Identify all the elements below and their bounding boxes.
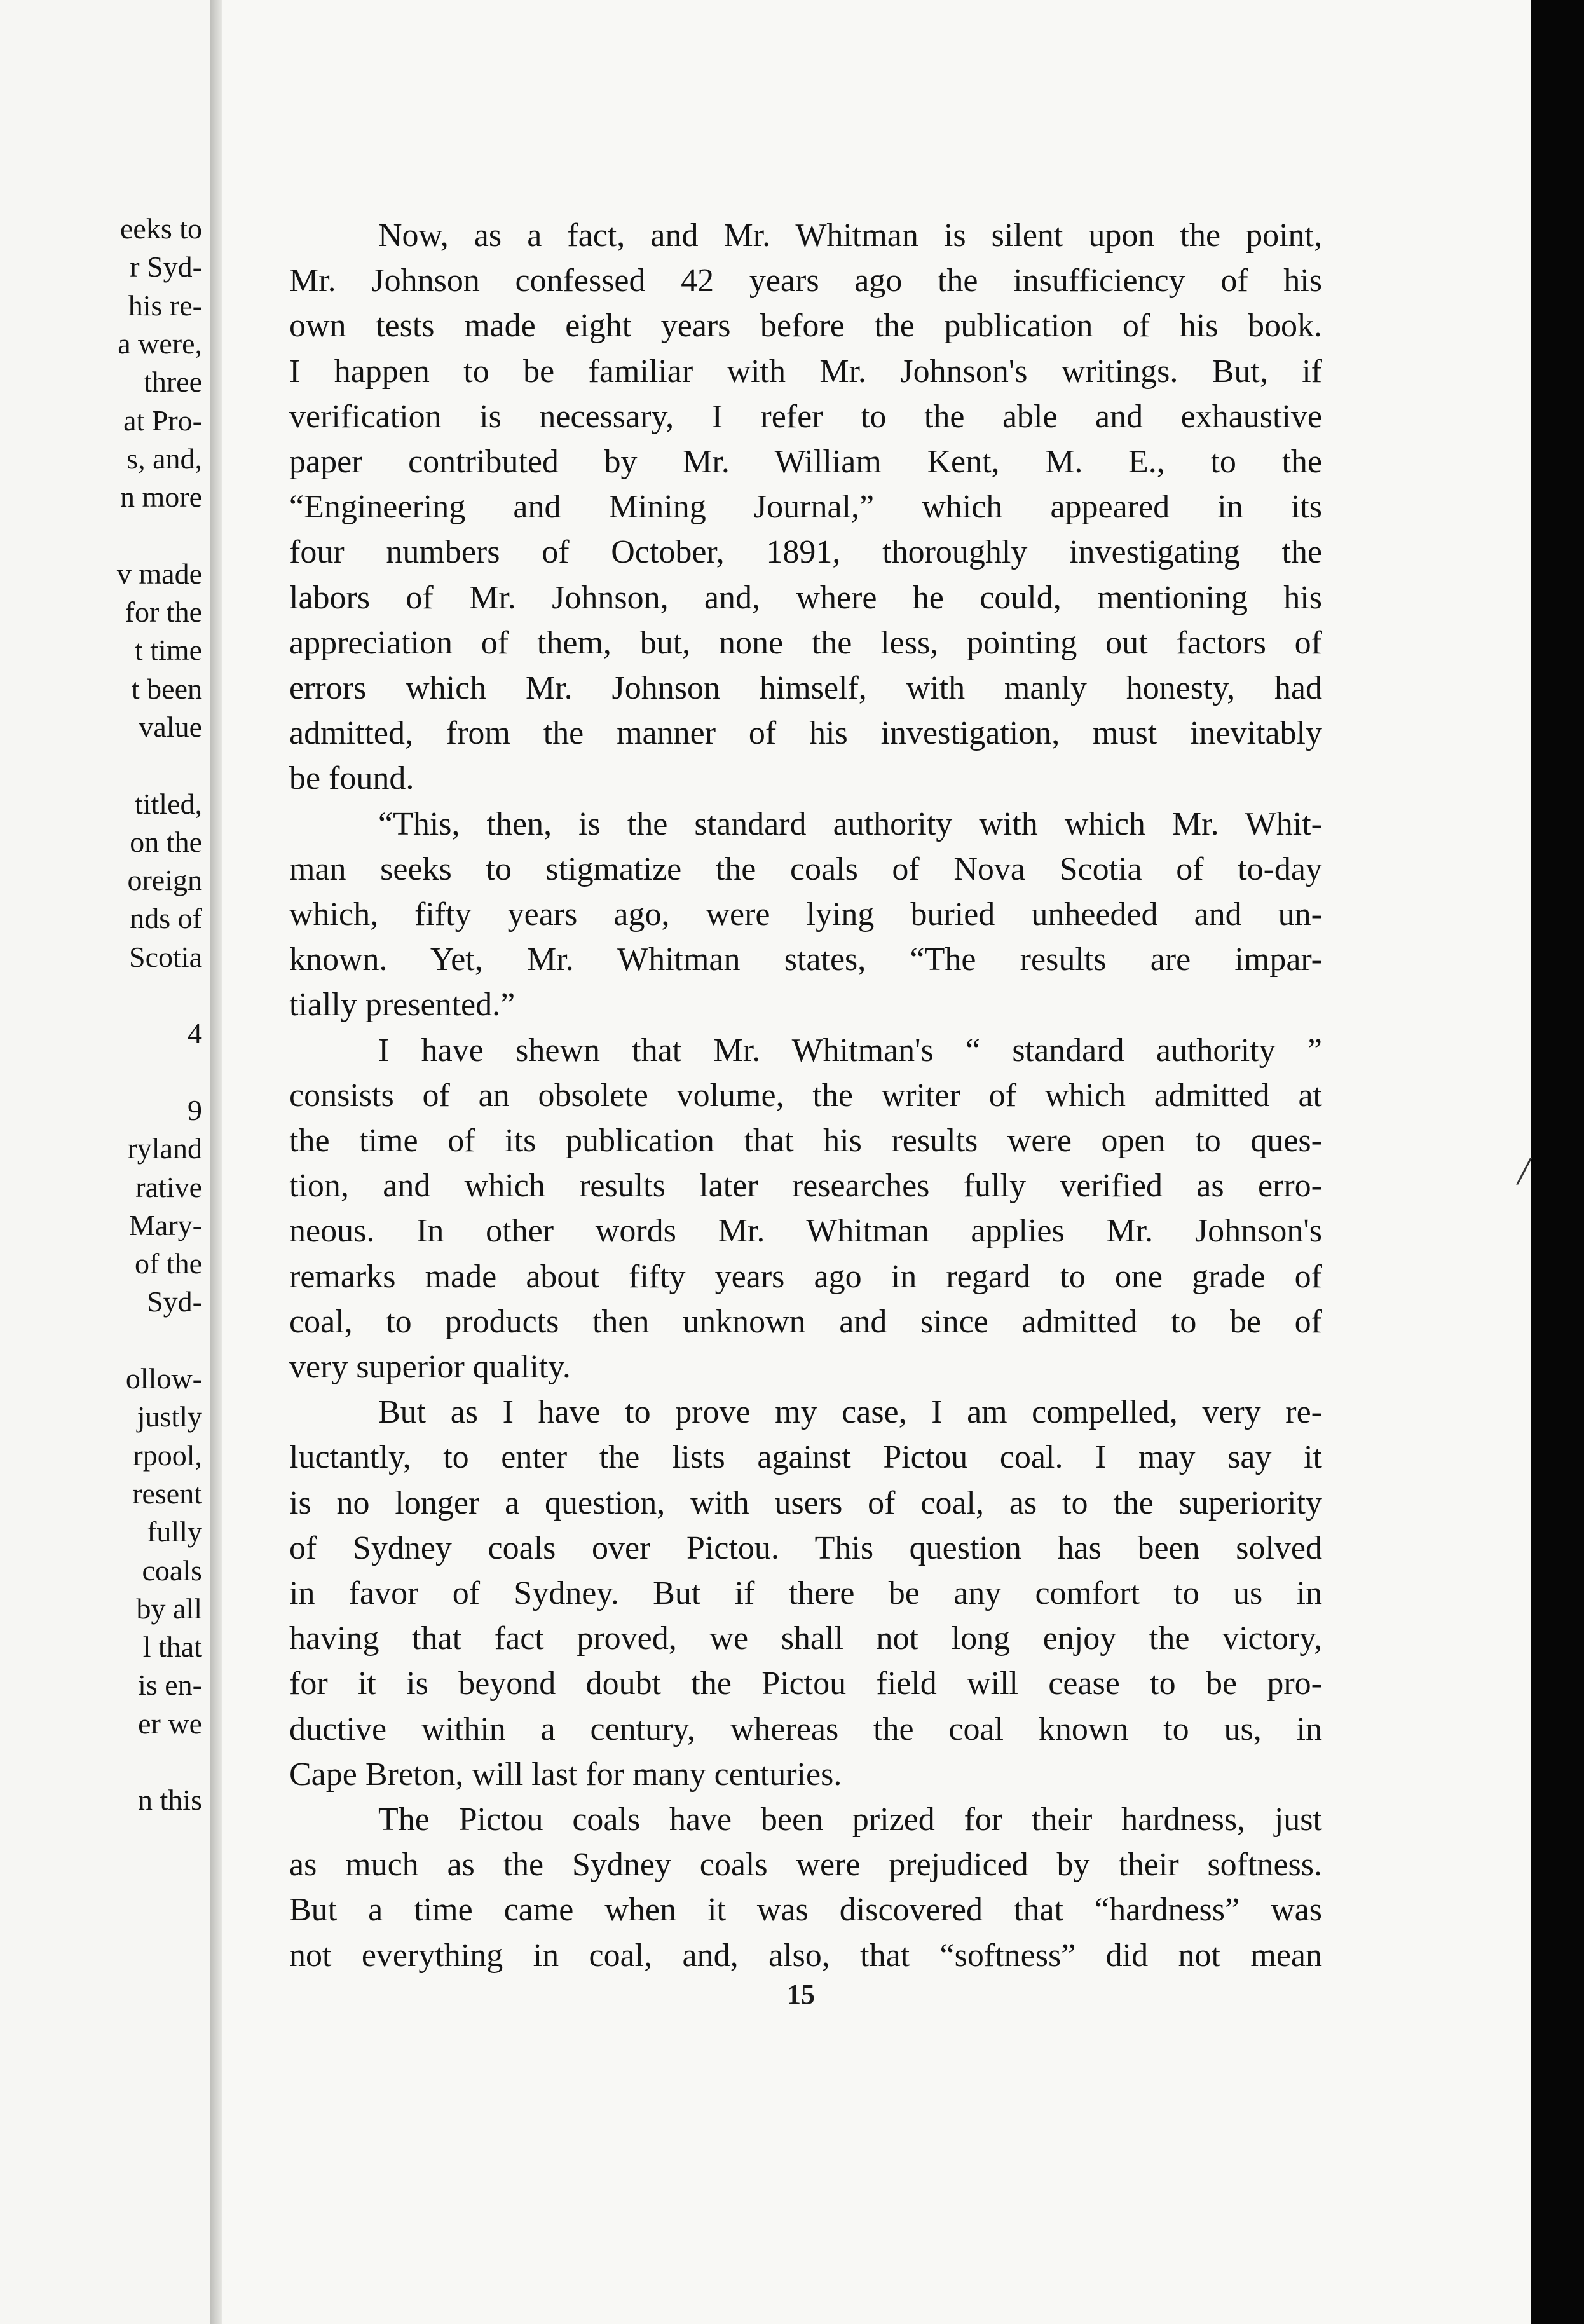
text-line: I have shewn that Mr. Whitman's “ standard authority ” — [378, 1032, 1322, 1069]
text-line: coal, to products then unknown and since admitted to be of — [289, 1303, 1322, 1340]
text-line: very superior quality. — [289, 1349, 571, 1385]
text-line: verification is necessary, I refer to the able and exhaustive — [289, 398, 1322, 435]
text-line: The Pictou coals have been prized for their hardness, just — [378, 1801, 1322, 1838]
text-line: paper contributed by Mr. William Kent, M. E., to the — [289, 444, 1322, 480]
left-page-fragment: v made — [116, 557, 202, 590]
text-line: is no longer a question, with users of coal, as to the superiority — [289, 1484, 1322, 1521]
left-page-fragment: oreign — [127, 864, 202, 897]
left-page-fragment: l that — [142, 1630, 202, 1664]
text-line: having that fact proved, we shall not long enjoy the victory, — [289, 1620, 1322, 1657]
text-line: the time of its publication that his results were open to ques- — [289, 1123, 1322, 1159]
left-page-fragment: er we — [138, 1707, 202, 1740]
left-page-fragment: coals — [142, 1554, 202, 1587]
left-page-fragment: a were, — [118, 327, 202, 360]
text-line: ductive within a century, whereas the coal known to us, in — [289, 1711, 1322, 1747]
margin-mark: / — [1518, 1148, 1529, 1193]
left-page-fragment: nds of — [130, 902, 202, 935]
text-line: which, fifty years ago, were lying buried unheeded and un- — [289, 896, 1322, 933]
left-page-fragment: s, and, — [126, 442, 202, 475]
left-page-fragment: resent — [132, 1477, 202, 1510]
text-line: labors of Mr. Johnson, and, where he could, mentioning his — [289, 579, 1322, 616]
text-line: errors which Mr. Johnson himself, with manly honesty, had — [289, 670, 1322, 706]
text-line: tion, and which results later researches fully verified as erro- — [289, 1168, 1322, 1205]
left-page-fragment: his re- — [128, 289, 202, 322]
left-page-fragment: titled, — [134, 787, 202, 820]
left-page-fragment: for the — [125, 596, 202, 628]
left-page-fragment: of the — [134, 1247, 202, 1280]
text-line: of Sydney coals over Pictou. This question has been solved — [289, 1529, 1322, 1566]
left-page-fragment: ryland — [127, 1132, 202, 1165]
text-line: consists of an obsolete volume, the writer of which admitted at — [289, 1077, 1322, 1114]
text-line: be found. — [289, 760, 414, 797]
text-line: man seeks to stigmatize the coals of Nova Scotia of to-day — [289, 851, 1322, 887]
left-page-fragment: fully — [147, 1515, 202, 1548]
left-page-fragment: 4 — [188, 1017, 202, 1050]
text-line: But as I have to prove my case, I am compelled, very re- — [378, 1394, 1322, 1431]
text-line: Cape Breton, will last for many centuries. — [289, 1756, 842, 1793]
left-page-fragment: rpool, — [133, 1439, 202, 1472]
left-page-fragment: Syd- — [147, 1285, 202, 1318]
left-page-fragment: Scotia — [129, 940, 202, 973]
left-page-edge — [0, 0, 210, 2324]
page-number: 15 — [787, 1979, 815, 2010]
left-page-fragment: t been — [131, 672, 202, 705]
text-line: own tests made eight years before the publication of his book. — [289, 308, 1322, 345]
left-page-fragment: at Pro- — [123, 404, 202, 437]
left-page-fragment: is en- — [138, 1669, 202, 1702]
text-line: not everything in coal, and, also, that “softness” did not mean — [289, 1937, 1322, 1974]
text-line: luctantly, to enter the lists against Pictou coal. I may say it — [289, 1439, 1322, 1476]
text-line: as much as the Sydney coals were prejudiced by their softness. — [289, 1847, 1322, 1883]
text-line: known. Yet, Mr. Whitman states, “The results are impar- — [289, 941, 1322, 978]
left-page-fragment: r Syd- — [130, 250, 202, 284]
text-line: “Engineering and Mining Journal,” which appeared in its — [289, 489, 1322, 526]
text-line: for it is beyond doubt the Pictou field will cease to be pro- — [289, 1665, 1322, 1702]
text-line: But a time came when it was discovered that “hardness” was — [289, 1892, 1322, 1929]
text-line: Now, as a fact, and Mr. Whitman is silent upon the point, — [378, 217, 1322, 254]
text-line: neous. In other words Mr. Whitman applies Mr. Johnson's — [289, 1213, 1322, 1250]
left-page-fragment: justly — [137, 1400, 202, 1433]
left-page-fragment: Mary- — [129, 1208, 202, 1241]
text-line: remarks made about fifty years ago in regard to one grade of — [289, 1258, 1322, 1295]
text-line: I happen to be familiar with Mr. Johnson's writings. But, if — [289, 353, 1322, 390]
text-line: “This, then, is the standard authority with which Mr. Whit- — [378, 805, 1322, 842]
left-page-fragment: ollow- — [125, 1362, 202, 1395]
left-page-fragment: rative — [135, 1170, 202, 1203]
left-page-fragment: by all — [136, 1592, 202, 1625]
text-line: tially presented.” — [289, 987, 515, 1023]
left-page-fragment: three — [144, 366, 202, 399]
left-page-fragment: on the — [130, 825, 202, 858]
left-page-fragment: value — [139, 710, 202, 743]
text-line: appreciation of them, but, none the less, pointing out factors of — [289, 624, 1322, 661]
left-page-fragment: 9 — [188, 1093, 202, 1126]
text-line: in favor of Sydney. But if there be any comfort to us in — [289, 1575, 1322, 1611]
left-page-fragment: t time — [134, 634, 202, 667]
text-line: Mr. Johnson confessed 42 years ago the insufficiency of his — [289, 263, 1322, 299]
text-line: admitted, from the manner of his investigation, must inevitably — [289, 715, 1322, 752]
left-page-fragment: eeks to — [119, 212, 202, 245]
left-page-fragment: n this — [138, 1784, 202, 1817]
text-line: four numbers of October, 1891, thoroughly investigating the — [289, 534, 1322, 571]
left-page-fragment: n more — [119, 481, 202, 514]
book-gutter — [210, 0, 222, 2324]
